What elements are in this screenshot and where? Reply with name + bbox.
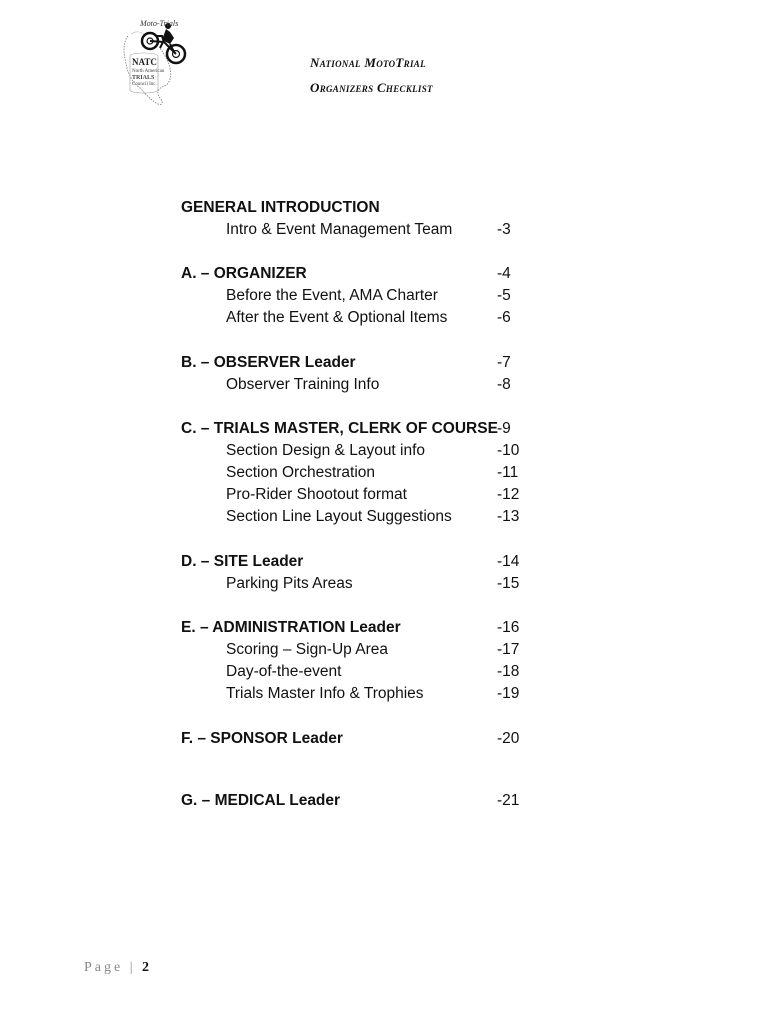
toc-item: Day-of-the-event	[226, 663, 342, 680]
toc-page-number: -13	[497, 508, 520, 525]
toc-page-number: -5	[497, 287, 511, 304]
toc-page-number: -20	[497, 730, 520, 747]
toc-item: Observer Training Info	[226, 376, 380, 393]
toc-page-number: -4	[497, 265, 511, 282]
toc-page-number: -15	[497, 575, 520, 592]
document-title	[310, 50, 433, 100]
motorcycle-map-emblem	[118, 14, 198, 110]
logo-abbreviation: NATC	[132, 57, 157, 67]
toc-heading-trials-master: C. – TRIALS MASTER, CLERK OF COURSE	[181, 420, 498, 437]
toc-item: After the Event & Optional Items	[226, 309, 448, 326]
toc-item: Scoring – Sign-Up Area	[226, 641, 388, 658]
toc-item: Parking Pits Areas	[226, 575, 353, 592]
logo-line: TRIALS	[132, 75, 155, 81]
toc-page-number: -7	[497, 354, 511, 371]
title-line-1: National MotoTrial	[310, 55, 426, 70]
toc-item: Pro-Rider Shootout format	[226, 486, 407, 503]
natc-logo	[118, 14, 198, 110]
toc-page-number: -6	[497, 309, 511, 326]
toc-page-number: -10	[497, 442, 520, 459]
toc-item: Section Orchestration	[226, 464, 376, 481]
toc-heading-administration: E. – ADMINISTRATION Leader	[181, 619, 401, 636]
toc-heading-sponsor: F. – SPONSOR Leader	[181, 730, 343, 747]
toc-heading-general: GENERAL INTRODUCTION	[181, 199, 380, 216]
toc-page-number: -12	[497, 486, 520, 503]
toc-item: Before the Event, AMA Charter	[226, 287, 438, 304]
footer-label: Page |	[84, 960, 136, 975]
footer-page-number: 2	[142, 960, 150, 975]
toc-page-number: -17	[497, 641, 520, 658]
toc-item: Intro & Event Management Team	[226, 221, 453, 238]
toc-page-number: -14	[497, 553, 520, 570]
toc-heading-site: D. – SITE Leader	[181, 553, 304, 570]
toc-page-number: -9	[497, 420, 511, 437]
title-line-2: Organizers Checklist	[310, 80, 433, 95]
toc-heading-organizer: A. – ORGANIZER	[181, 265, 307, 282]
toc-page-number: -3	[497, 221, 511, 238]
toc-page-number: -21	[497, 792, 520, 809]
logo-line: North American	[132, 69, 165, 74]
logo-topline: Moto-Trials	[140, 19, 179, 28]
logo-line: Council Inc.	[132, 82, 157, 87]
toc-page-number: -16	[497, 619, 520, 636]
toc-item: Trials Master Info & Trophies	[226, 685, 424, 702]
toc-item: Section Design & Layout info	[226, 442, 426, 459]
toc-page-number: -11	[497, 464, 519, 481]
toc-page-number: -18	[497, 663, 520, 680]
toc-page-number: -19	[497, 685, 520, 702]
page-footer	[84, 960, 149, 976]
toc-page-number: -8	[497, 376, 511, 393]
toc-heading-observer: B. – OBSERVER Leader	[181, 354, 356, 371]
toc-heading-medical: G. – MEDICAL Leader	[181, 792, 341, 809]
toc-item: Section Line Layout Suggestions	[226, 508, 452, 525]
